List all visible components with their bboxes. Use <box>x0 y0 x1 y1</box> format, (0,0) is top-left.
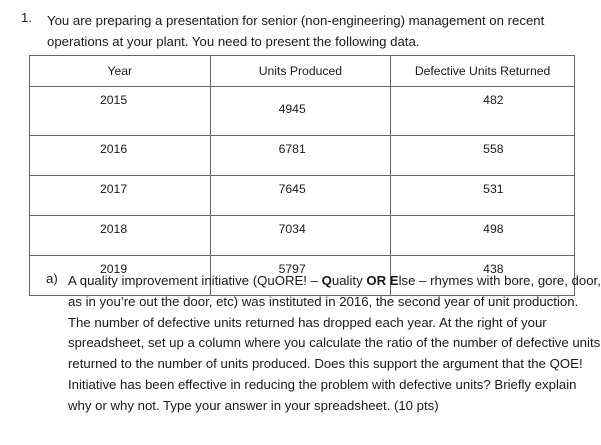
table-row <box>30 176 575 216</box>
year-cell: 2015 <box>30 87 211 136</box>
question-intro <box>47 10 577 52</box>
part-a-line: spreadsheet, set up a column where you calculate the ratio of the number of defective units <box>68 335 601 351</box>
question-number: 1. <box>21 10 32 25</box>
intro-line: operations at your plant. You need to present the following data. <box>47 34 420 49</box>
table-row <box>30 136 575 176</box>
units-cell: 7645 <box>210 176 391 216</box>
part-a-line: why or why not. Type your answer in your spreadsheet. (10 pts) <box>68 397 439 413</box>
data-table <box>29 55 575 296</box>
defective-cell: 531 <box>391 176 575 216</box>
header-units-produced: Units Produced <box>210 56 391 87</box>
year-cell: 2017 <box>30 176 211 216</box>
units-cell: 4945 <box>210 87 391 136</box>
part-a-line <box>68 271 601 292</box>
part-a-line-segment: lse – rhymes with bore, gore, door, <box>398 273 601 288</box>
header-year: Year <box>30 56 211 87</box>
table-header-row <box>30 56 575 87</box>
part-a-label: a) <box>46 271 58 286</box>
year-cell: 2019 <box>30 256 211 296</box>
year-cell: 2016 <box>30 136 211 176</box>
units-cell: 6781 <box>210 136 391 176</box>
defective-cell: 498 <box>391 216 575 256</box>
part-a-line: Initiative has been effective in reducing the problem with defective units? Briefly explain <box>68 376 577 392</box>
defective-cell: 438 <box>391 256 575 296</box>
part-a-bold-segment: OR E <box>366 273 399 288</box>
units-cell: 7034 <box>210 216 391 256</box>
table-row <box>30 87 575 136</box>
year-cell: 2018 <box>30 216 211 256</box>
part-a-line-segment: uality <box>331 273 367 288</box>
intro-line: You are preparing a presentation for senior (non-engineering) management on recent <box>47 13 545 28</box>
header-defective-units: Defective Units Returned <box>391 56 575 87</box>
part-a-text <box>68 271 601 417</box>
units-cell: 5797 <box>210 256 391 296</box>
defective-cell: 558 <box>391 136 575 176</box>
part-a-line-segment: A quality improvement initiative (QuORE! – <box>68 273 322 288</box>
table-row <box>30 216 575 256</box>
part-a-line: The number of defective units returned has dropped each year. At the right of your <box>68 314 547 330</box>
defective-cell: 482 <box>391 87 575 136</box>
part-a-line: returned to the number of units produced. Does this support the argument that the QOE! <box>68 356 583 372</box>
part-a-bold-segment: Q <box>321 273 332 288</box>
part-a-line: as in you’re out the door, etc) was instituted in 2016, the second year of unit production. <box>68 293 579 309</box>
